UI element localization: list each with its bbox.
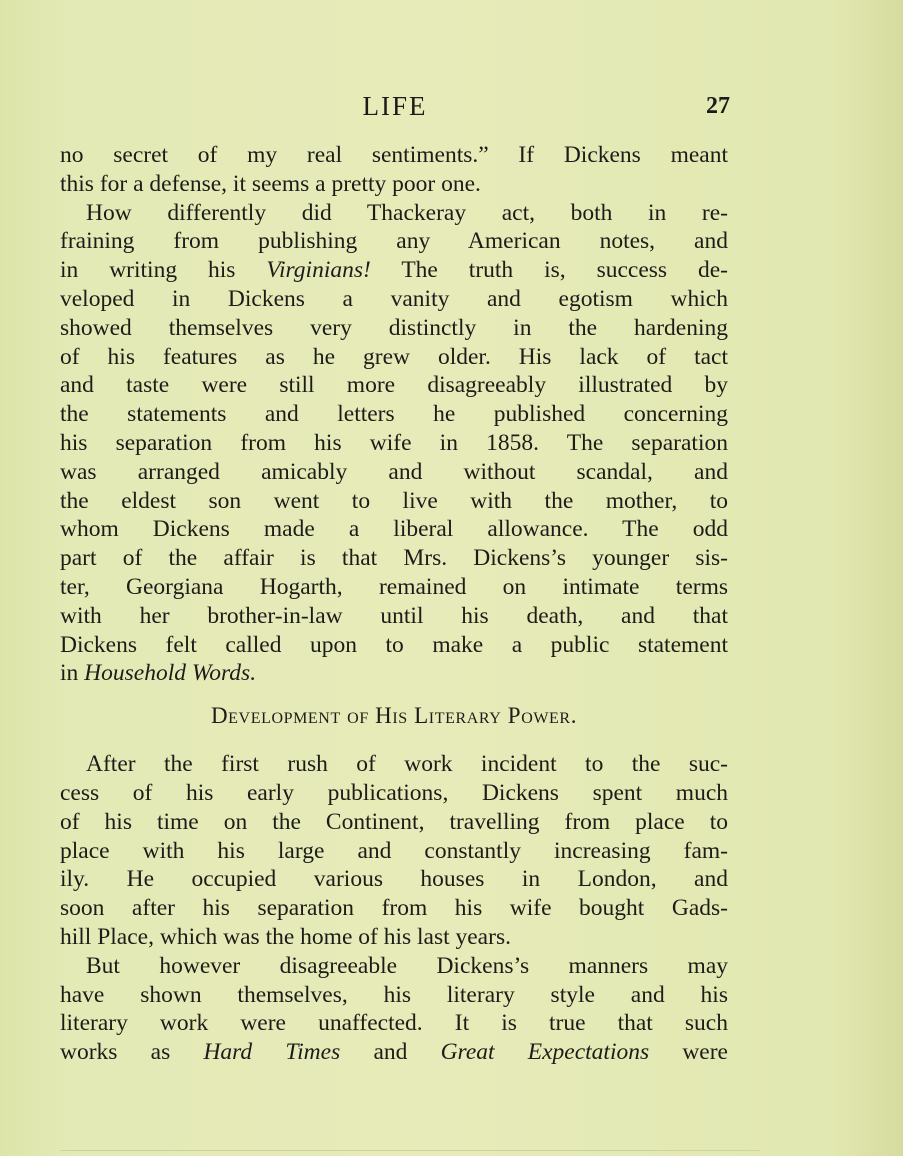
text-line: fraining from publishing any American notes, and xyxy=(60,228,728,255)
text-line: hill Place, which was the home of his last years. xyxy=(60,923,511,950)
text-line: veloped in Dickens a vanity and egotism which xyxy=(60,285,728,312)
italic-title-great-expectations: Great Expectations xyxy=(440,1039,650,1066)
text-line: and taste were still more disagreeably illustrated by xyxy=(60,372,728,399)
running-head xyxy=(60,88,730,124)
text-line: no secret of my real sentiments.” If Dickens meant xyxy=(60,142,728,168)
text-line: of his features as he grew older. His lack of tact xyxy=(60,343,728,370)
text-line: place with his large and constantly increasing fam- xyxy=(60,837,728,864)
text-line: his separation from his wife in 1858. The separation xyxy=(60,429,728,456)
text-line: with her brother-in-law until his death, and that xyxy=(60,602,728,629)
text-line: showed themselves very distinctly in the hardening xyxy=(60,314,728,341)
text-line: cess of his early publications, Dickens spent much xyxy=(60,779,728,806)
text-line: literary work were unaffected. It is true that such xyxy=(60,1010,728,1037)
text-line: the eldest son went to live with the mother, to xyxy=(60,487,728,514)
page-edge-shadow xyxy=(60,1150,760,1151)
text-line: whom Dickens made a liberal allowance. The odd xyxy=(60,516,728,543)
paragraph-continent xyxy=(60,750,728,952)
paragraph-continuation xyxy=(60,141,728,199)
text-line: in writing his Virginians! The truth is, success de- xyxy=(60,257,728,284)
running-title: LIFE xyxy=(362,91,428,121)
text-line: of his time on the Continent, travelling from place to xyxy=(60,808,728,835)
italic-title-household-words: Household Words. xyxy=(84,660,257,687)
text-line: have shown themselves, his literary style and his xyxy=(60,981,728,1008)
text-line: ily. He occupied various houses in London, and xyxy=(60,866,728,893)
text-line: After the first rush of work incident to the suc- xyxy=(86,751,728,778)
italic-title-hard-times: Hard Times xyxy=(203,1039,341,1066)
text-line: part of the affair is that Mrs. Dickens’s younger sis- xyxy=(60,545,728,572)
italic-title-virginians: Virginians! xyxy=(266,257,371,284)
text-line: How differently did Thackeray act, both in re- xyxy=(86,199,728,226)
text-line: But however disagreeable Dickens’s manners may xyxy=(86,952,728,979)
page-number: 27 xyxy=(706,93,730,119)
section-heading: Development of His Literary Power. xyxy=(210,703,578,729)
text-line: this for a defense, it seems a pretty poor one. xyxy=(60,170,481,197)
text-line: the statements and letters he published concerning xyxy=(60,401,728,428)
text-line: soon after his separation from his wife bought Gads- xyxy=(60,895,728,922)
paragraph-literary-style xyxy=(60,952,728,1067)
text-line: was arranged amicably and without scandal, and xyxy=(60,458,728,485)
paragraph-thackeray xyxy=(60,199,728,689)
text-line: in Household Words. xyxy=(60,660,257,687)
text-line: ter, Georgiana Hogarth, remained on intimate terms xyxy=(60,573,728,600)
text-line: works as Hard Times and Great Expectations were xyxy=(60,1039,728,1066)
text-line: Dickens felt called upon to make a public statement xyxy=(60,631,728,658)
body-text xyxy=(60,141,728,1067)
